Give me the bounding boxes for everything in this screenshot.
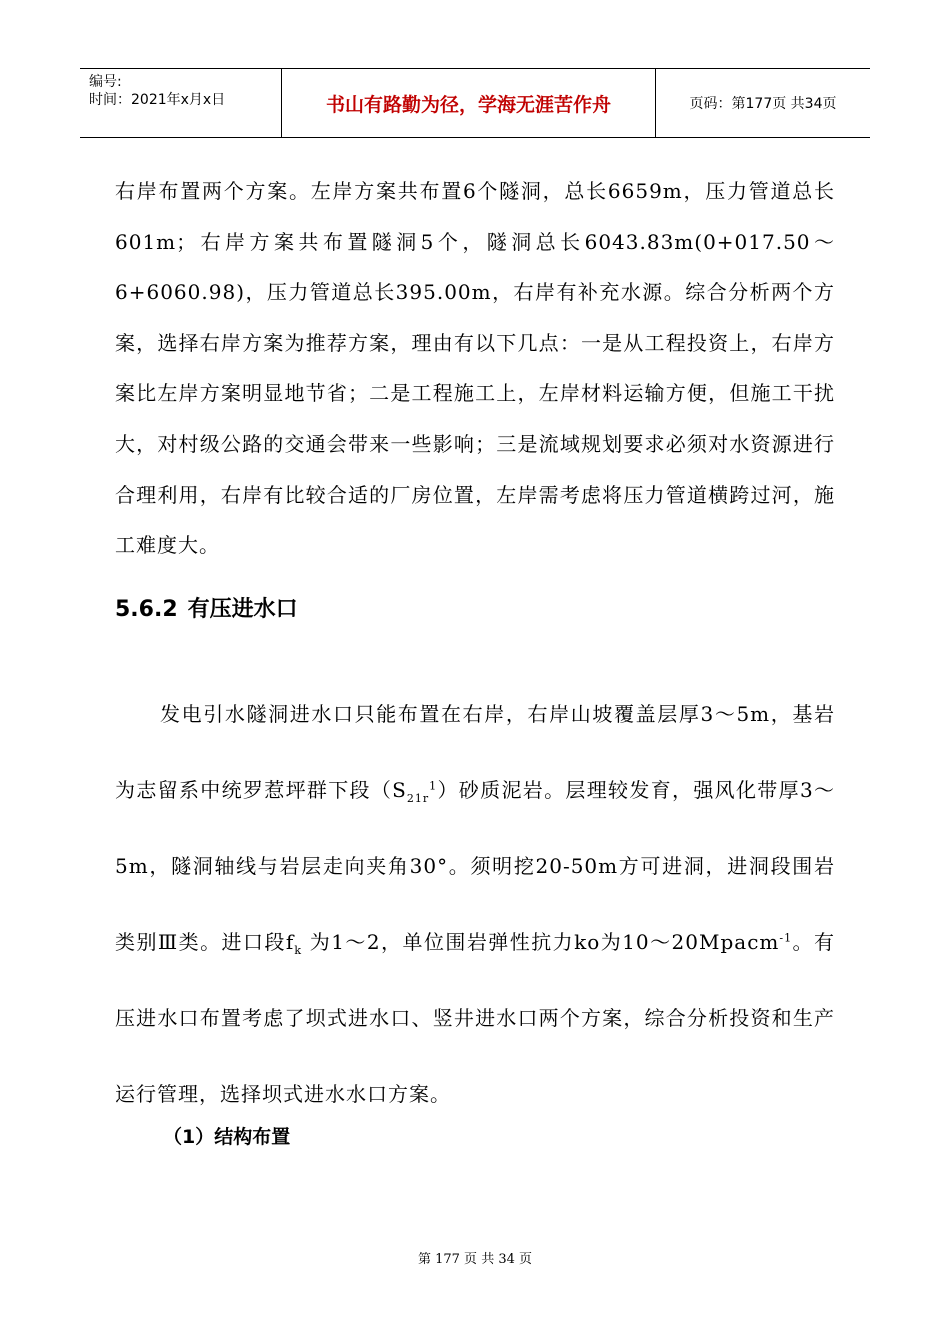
number-label: 编号:: [89, 74, 122, 90]
formation-superscript: 1: [429, 779, 438, 793]
paragraph-2-part-b: ）砂质泥岩。层理较发育，强风化带厚3～5m，隧洞轴线与岩层走向夹角30°。须明挖20-50m方可进洞，进洞段围岩类别Ⅲ类。进口段f: [115, 778, 835, 954]
page-header: [80, 68, 870, 138]
paragraph-2-part-d: 。有压进水口布置考虑了坝式进水口、竖井进水口两个方案，综合分析投资和生产运行管理，选择坝式进水水口方案。: [115, 930, 835, 1106]
paragraph-2-part-a: 发电引水隧洞进水口只能布置在右岸，右岸山坡覆盖层厚3～5m，基岩为志留系中统罗惹坪群下段（S: [115, 702, 835, 802]
paragraph-1: 右岸布置两个方案。左岸方案共布置6个隧洞，总长6659m，压力管道总长601m；右岸方案共布置隧洞5个，隧洞总长6043.83m(0+017.50～6+6060.98)，压力管道总长395.00m，右岸有补充水源。综合分析两个方案，选择右岸方案为推荐方案，理由有以下几点：一是从工程投资上，右岸方案比左岸方案明显地节省；二是工程施工上，左岸材料运输方便，但施工干扰大，对村级公路的交通会带来一些影响；三是流域规划要求必须对水资源进行合理利用，右岸有比较合适的厂房位置，左岸需考虑将压力管道横跨过河，施工难度大。: [115, 179, 835, 558]
subheading-structure-layout: （1）结构布置: [163, 1126, 291, 1148]
paragraph-2-part-c: 为1～2，单位围岩弹性抗力ko为10～20Mpacm: [301, 930, 780, 954]
time-label: 时间：2021年x月x日: [89, 92, 226, 108]
unit-superscript: -1: [779, 931, 793, 945]
formation-subscript: 21r: [406, 792, 430, 805]
header-meta-cell: [80, 69, 282, 137]
page-footer: 第 177 页 共 34 页: [417, 1252, 533, 1267]
fk-subscript: k: [294, 944, 302, 957]
header-page-info: 页码：第177页 共34页: [689, 96, 837, 112]
section-heading: [115, 592, 308, 623]
section-number: 5.6.2: [115, 597, 178, 622]
paragraph-2: [115, 676, 835, 1132]
header-motto: 书山有路勤为径，学海无涯苦作舟: [282, 69, 656, 137]
section-title: 有压进水口: [187, 597, 298, 622]
